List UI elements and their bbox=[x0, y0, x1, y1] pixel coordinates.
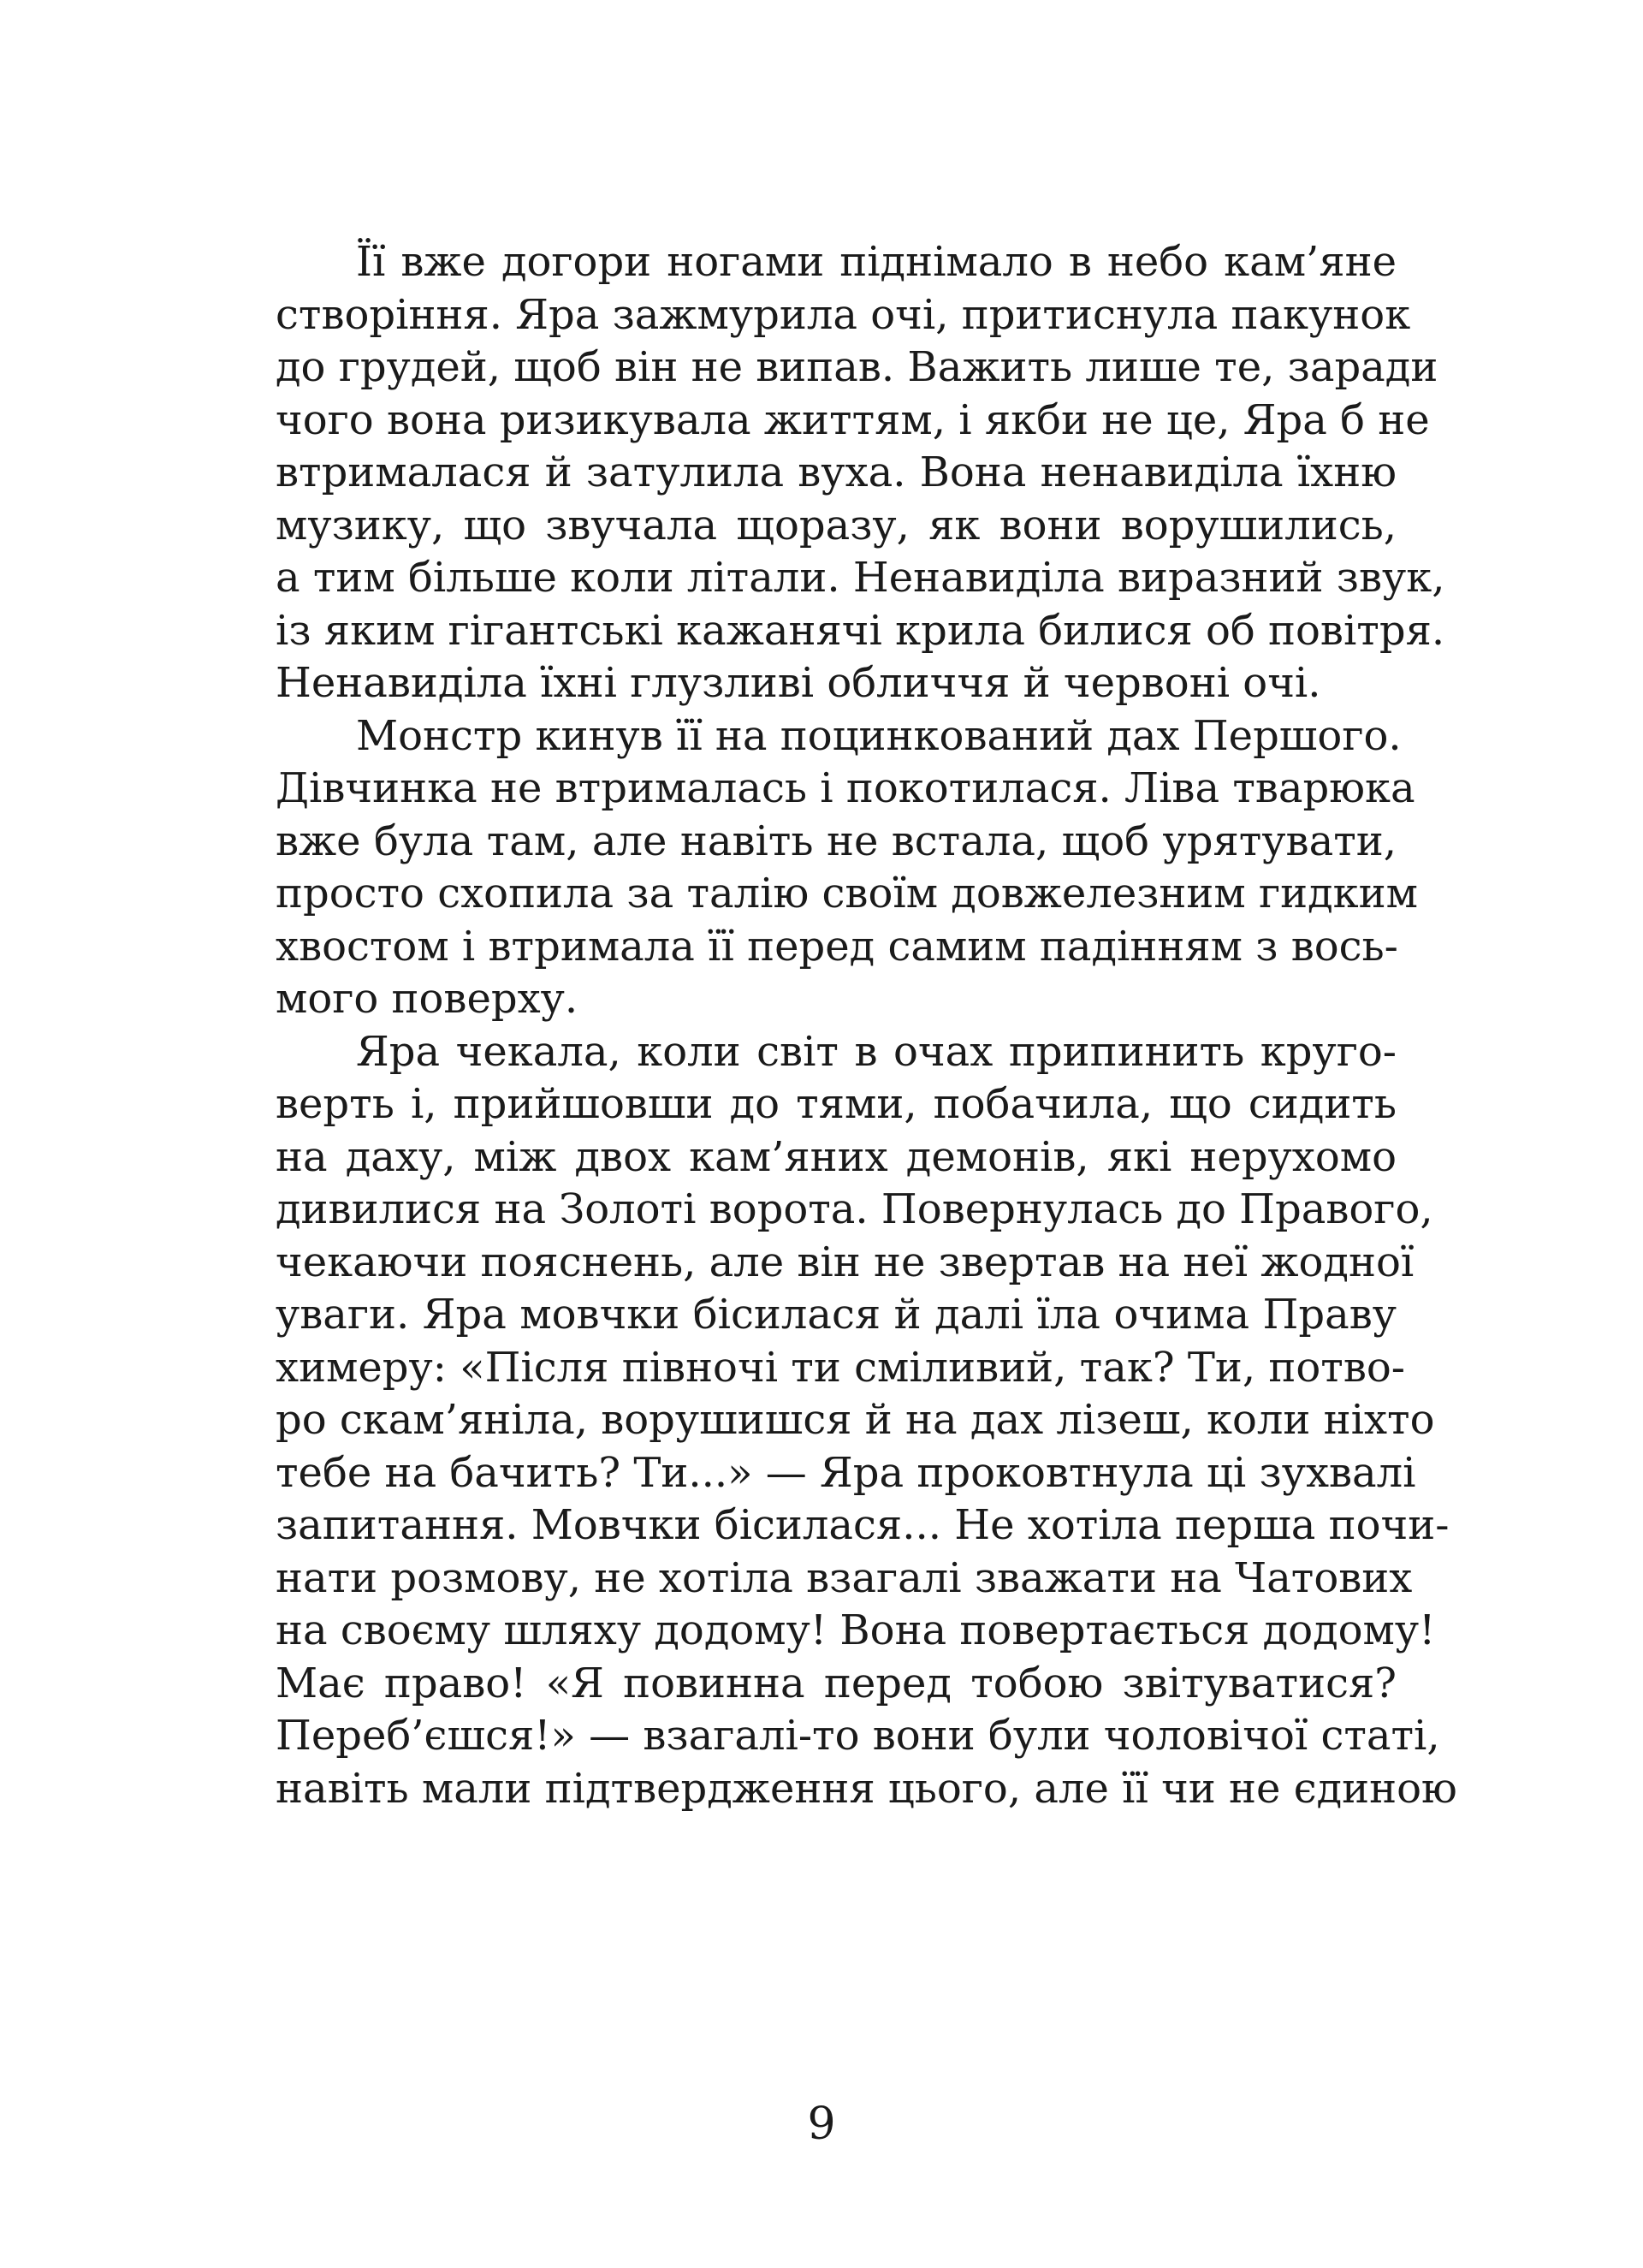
text-line: музику, що звучала щоразу, як вони ворушились, bbox=[276, 501, 1397, 549]
text-line: вже була там, але навіть не встала, щоб урятувати, bbox=[276, 816, 1397, 865]
text-line: ро скам’яніла, ворушишся й на дах лізеш, коли ніхто bbox=[276, 1396, 1435, 1444]
text-line: уваги. Яра мовчки бісилася й далі їла очима Праву bbox=[276, 1291, 1397, 1339]
text-line: до грудей, щоб він не випав. Важить лише те, заради bbox=[276, 343, 1438, 391]
text-line: хвостом і втримала її перед самим падінням з вось- bbox=[276, 922, 1398, 971]
paragraph-2 bbox=[195, 710, 1418, 1026]
text-line: нати розмову, не хотіла взагалі зважати на Чатових bbox=[276, 1553, 1413, 1602]
text-line: чого вона ризикувала життям, і якби не це, Яра б не bbox=[276, 395, 1430, 444]
text-line: мого поверху. bbox=[276, 975, 578, 1023]
text-line: дивилися на Золоті ворота. Повернулась до Правого, bbox=[276, 1185, 1433, 1233]
text-line: Переб’єшся!» — взагалі-то вони були чоловічої статі, bbox=[276, 1712, 1440, 1760]
text-line: на даху, між двох кам’яних демонів, які нерухомо bbox=[276, 1132, 1397, 1181]
text-line: верть і, прийшовши до тями, побачила, що сидить bbox=[276, 1080, 1397, 1128]
text-line: Її вже догори ногами піднімало в небо кам’яне bbox=[356, 238, 1397, 286]
text-line: Дівчинка не втрималась і покотилася. Ліва тварюка bbox=[276, 764, 1415, 812]
text-line: Яра чекала, коли світ в очах припинить круго- bbox=[356, 1027, 1397, 1076]
text-line: тебе на бачить? Ти...» — Яра проковтнула ці зухвалі bbox=[276, 1448, 1416, 1497]
text-line: Ненавиділа їхні глузливі обличчя й червоні очі. bbox=[276, 659, 1321, 707]
text-line: на своєму шляху додому! Вона повертається додому! bbox=[276, 1606, 1436, 1654]
text-line: чекаючи пояснень, але він не звертав на неї жодної bbox=[276, 1238, 1415, 1286]
text-line: із яким гігантські кажанячі крила билися об повітря. bbox=[276, 606, 1445, 655]
paragraph-1 bbox=[195, 236, 1445, 710]
text-line: Має право! «Я повинна перед тобою звітуватися? bbox=[276, 1659, 1397, 1707]
page-number: 9 bbox=[807, 2099, 836, 2150]
text-line: а тим більше коли літали. Ненавиділа виразний звук, bbox=[276, 554, 1445, 602]
text-line: Монстр кинув її на поцинкований дах Першого. bbox=[356, 711, 1402, 760]
text-line: створіння. Яра зажмурила очі, притиснула пакунок bbox=[276, 290, 1411, 339]
text-line: запитання. Мовчки бісилася... Не хотіла перша почи- bbox=[276, 1501, 1450, 1549]
text-line: втрималася й затулила вуха. Вона ненавиділа їхню bbox=[276, 448, 1397, 496]
paragraph-3 bbox=[195, 1026, 1457, 1816]
body-text bbox=[195, 236, 1457, 1815]
text-line: химеру: «Після півночі ти сміливий, так? Ти, потво- bbox=[276, 1343, 1405, 1392]
text-line: навіть мали підтвердження цього, але її чи не єдиною bbox=[276, 1764, 1457, 1813]
text-line: просто схопила за талію своїм довжелезним гидким bbox=[276, 870, 1418, 917]
